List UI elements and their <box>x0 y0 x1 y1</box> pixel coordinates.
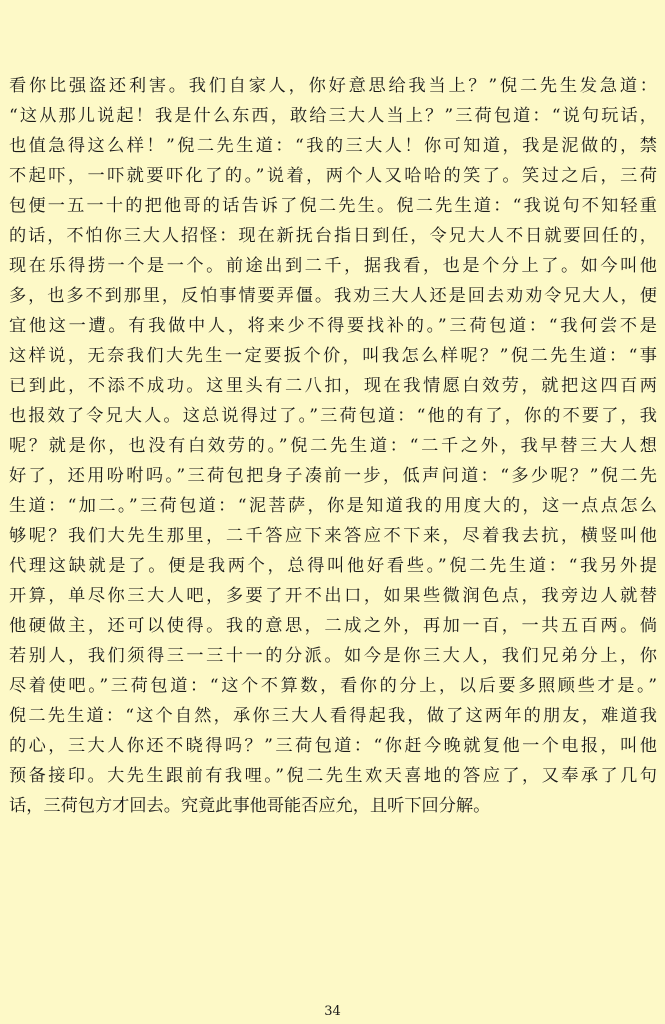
text-line: 现在乐得捞一个是一个。前途出到二千，据我看，也是个分上了。如今叫他 <box>9 256 657 276</box>
text-line: 生道：“加二。”三荷包道：“泥菩萨，你是知道我的用度大的，这一点点怎么 <box>9 496 657 516</box>
text-line: 够呢？我们大先生那里，二千答应下来答应不下来，尽着我去抗，横竖叫他 <box>9 526 657 546</box>
text-line: 尽着使吧。”三荷包道：“这个不算数，看你的分上，以后要多照顾些才是。” <box>9 676 657 696</box>
text-line: 宜他这一遭。有我做中人，将来少不得要找补的。”三荷包道：“我何尝不是 <box>9 316 657 336</box>
text-line: 多，也多不到那里，反怕事情要弄僵。我劝三大人还是回去劝劝令兄大人，便 <box>9 286 657 306</box>
text-line: 呢？就是你，也没有白效劳的。”倪二先生道：“二千之外，我早替三大人想 <box>9 436 657 456</box>
text-line: 不起吓，一吓就要吓化了的。”说着，两个人又哈哈的笑了。笑过之后，三荷 <box>9 166 657 186</box>
text-line: 话，三荷包方才回去。究竟此事他哥能否应允，且听下回分解。 <box>9 796 491 816</box>
page-number: 34 <box>324 1004 341 1019</box>
text-line: 也报效了令兄大人。这总说得过了。”三荷包道：“他的有了，你的不要了，我 <box>9 406 657 426</box>
text-line: 的心，三大人你还不晓得吗？”三荷包道：“你赶今晚就复他一个电报，叫他 <box>9 736 657 756</box>
text-line: 倪二先生道：“这个自然，承你三大人看得起我，做了这两年的朋友，难道我 <box>9 706 657 726</box>
text-line: 看你比强盗还利害。我们自家人，你好意思给我当上？”倪二先生发急道： <box>9 76 657 96</box>
body-text <box>9 71 657 821</box>
text-line: 的话，不怕你三大人招怪：现在新抚台指日到任，令兄大人不日就要回任的， <box>9 226 657 246</box>
text-line: 已到此，不添不成功。这里头有二八扣，现在我情愿白效劳，就把这四百两 <box>9 376 657 396</box>
text-line: 他硬做主，还可以使得。我的意思，二成之外，再加一百，一共五百两。倘 <box>9 616 657 636</box>
text-line: 好了，还用吩咐吗。”三荷包把身子凑前一步，低声问道：“多少呢？”倪二先 <box>9 466 657 486</box>
text-line: “这从那儿说起！我是什么东西，敢给三大人当上？”三荷包道：“说句玩话， <box>9 106 657 126</box>
text-line: 若别人，我们须得三一三十一的分派。如今是你三大人，我们兄弟分上，你 <box>9 646 657 666</box>
text-line: 包便一五一十的把他哥的话告诉了倪二先生。倪二先生道：“我说句不知轻重 <box>9 196 657 216</box>
text-line: 开算，单尽你三大人吧，多要了开不出口，如果些微润色点，我旁边人就替 <box>9 586 657 606</box>
text-line: 这样说，无奈我们大先生一定要扳个价，叫我怎么样呢？”倪二先生道：“事 <box>9 346 657 366</box>
text-line: 代理这缺就是了。便是我两个，总得叫他好看些。”倪二先生道：“我另外提 <box>9 556 657 576</box>
text-line: 也值急得这么样！”倪二先生道：“我的三大人！你可知道，我是泥做的，禁 <box>9 136 657 156</box>
text-line: 预备接印。大先生跟前有我哩。”倪二先生欢天喜地的答应了，又奉承了几句 <box>9 766 657 786</box>
